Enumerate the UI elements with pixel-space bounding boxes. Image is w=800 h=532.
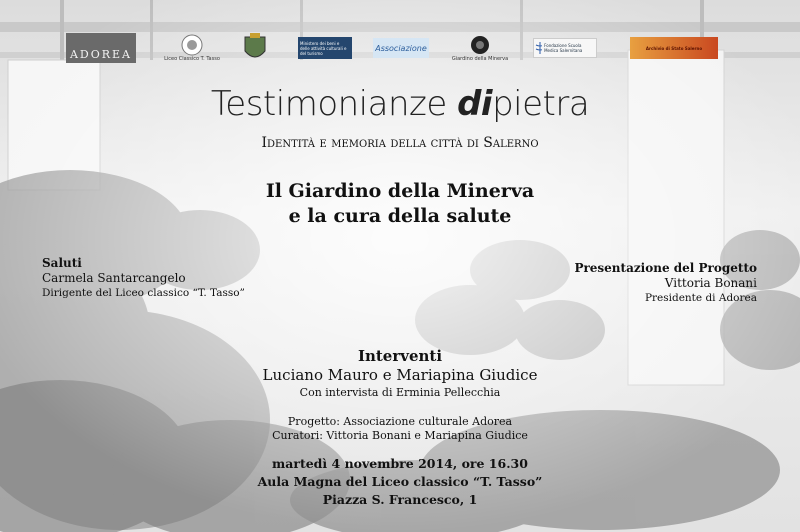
title-part2: pietra bbox=[492, 84, 590, 124]
event-venue: Aula Magna del Liceo classico “T. Tasso” bbox=[257, 474, 543, 489]
comune-salerno-logo bbox=[240, 33, 270, 63]
adorea-logo bbox=[66, 33, 136, 63]
interventi-interview: Con intervista di Erminia Pellecchia bbox=[299, 386, 501, 399]
interventi-speakers: Luciano Mauro e Mariapina Giudice bbox=[262, 366, 538, 384]
presentazione-name: Vittoria Bonani bbox=[664, 276, 757, 290]
presentazione-block bbox=[574, 261, 757, 306]
event-address: Piazza S. Francesco, 1 bbox=[322, 492, 478, 507]
liceo-tasso-logo bbox=[164, 33, 220, 63]
liceo-logo-text: Liceo Classico T. Tasso bbox=[164, 56, 220, 62]
adorea-logo-text: ADOREA bbox=[69, 48, 133, 61]
presentazione-heading: Presentazione del Progetto bbox=[574, 261, 757, 275]
fondazione-logo-text: Fondazione Scuola Medica Salernitana bbox=[544, 43, 583, 53]
giardino-minerva-logo bbox=[451, 33, 509, 63]
event-title-line2: e la cura della salute bbox=[288, 205, 512, 227]
ministero-logo-text: Ministero dei beni e delle attività culturali e del turismo bbox=[300, 40, 347, 56]
ministero-logo bbox=[298, 37, 352, 59]
saluti-heading: Saluti bbox=[42, 256, 82, 270]
minerva-head-icon bbox=[469, 34, 491, 56]
event-title-line1: Il Giardino della Minerva bbox=[265, 180, 535, 202]
subtitle: Identità e memoria della città di Salerno bbox=[261, 135, 539, 151]
credits-curatori: Curatori: Vittoria Bonani e Mariapina Giudice bbox=[272, 429, 528, 442]
event-date: martedì 4 novembre 2014, ore 16.30 bbox=[272, 456, 528, 471]
association-blue-logo bbox=[373, 38, 429, 58]
fondazione-logo bbox=[533, 38, 597, 58]
liceo-seal-icon bbox=[181, 34, 203, 56]
saluti-name: Carmela Santarcangelo bbox=[42, 271, 186, 285]
interventi-heading: Interventi bbox=[357, 347, 443, 365]
archivio-logo-text: Archivio di Stato Salerno bbox=[645, 45, 703, 51]
title-part1: Testimonianze bbox=[210, 84, 458, 124]
saluti-role: Dirigente del Liceo classico “T. Tasso” bbox=[42, 287, 245, 299]
comune-crest-icon bbox=[242, 33, 268, 63]
credits-progetto: Progetto: Associazione culturale Adorea bbox=[287, 415, 513, 428]
title-di: di bbox=[457, 84, 493, 124]
association-logo-text: Associazione bbox=[375, 43, 427, 53]
presentazione-role: Presidente di Adorea bbox=[644, 292, 757, 304]
giardino-logo-text: Giardino della Minerva bbox=[451, 56, 509, 62]
archivio-logo bbox=[630, 37, 718, 59]
saluti-block bbox=[42, 256, 245, 301]
main-title bbox=[0, 84, 800, 124]
caduceus-icon bbox=[534, 41, 542, 55]
